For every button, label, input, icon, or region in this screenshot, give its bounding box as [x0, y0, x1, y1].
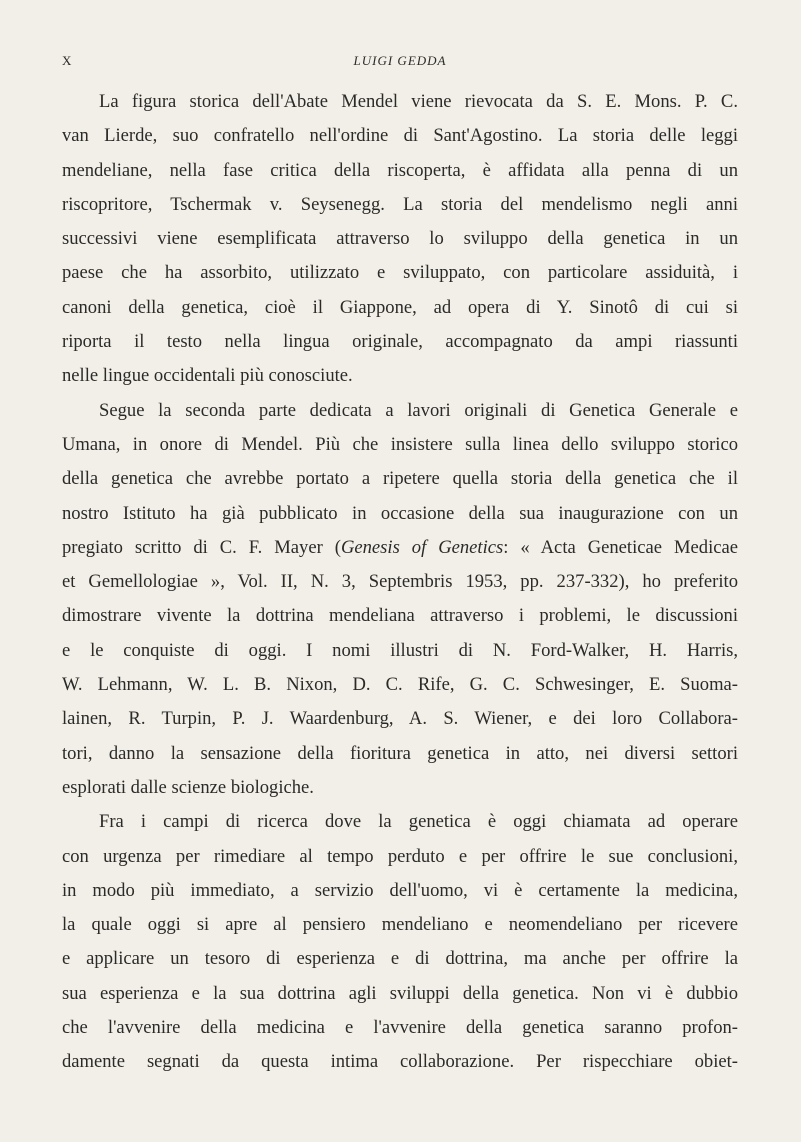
text-line: e applicare un tesoro di esperienza e di dottrina, ma anche per offrire la	[62, 948, 738, 970]
text-line: van Lierde, suo confratello nell'ordine di Sant'Agostino. La storia delle leggi	[62, 125, 738, 147]
text-line: dimostrare vivente la dottrina mendeliana attraverso i problemi, le discussioni	[62, 605, 738, 627]
text-line: con urgenza per rimediare al tempo perduto e per offrire le sue conclusioni,	[62, 845, 738, 867]
text-line: paese che ha assorbito, utilizzato e sviluppato, con particolare assiduità, i	[62, 262, 738, 284]
text-line: successivi viene esemplificata attraverso lo sviluppo della genetica in un	[62, 228, 738, 250]
text-line: esplorati dalle scienze biologiche.	[62, 776, 314, 798]
text-fragment: : « Acta Geneticae Medicae	[503, 536, 738, 558]
paragraph-1	[62, 85, 738, 394]
text-fragment: pregiato scritto di C. F. Mayer (	[62, 536, 341, 558]
text-line: nelle lingue occidentali più conosciute.	[62, 365, 353, 387]
text-line: nostro Istituto ha già pubblicato in occasione della sua inaugurazione con un	[62, 502, 738, 524]
running-head-author: LUIGI GEDDA	[353, 53, 447, 68]
text-line: che l'avvenire della medicina e l'avvenire della genetica saranno profon-	[62, 1017, 738, 1039]
text-line: della genetica che avrebbe portato a ripetere quella storia della genetica che il	[62, 468, 738, 490]
text-line: et Gemellologiae », Vol. II, N. 3, Septembris 1953, pp. 237-332), ho preferito	[62, 571, 738, 593]
text-line: e le conquiste di oggi. I nomi illustri di N. Ford-Walker, H. Harris,	[62, 639, 738, 661]
body-text	[62, 85, 738, 1080]
text-line: riscopritore, Tschermak v. Seysenegg. La storia del mendelismo negli anni	[62, 193, 738, 215]
text-line: Segue la seconda parte dedicata a lavori originali di Genetica Generale e	[99, 399, 738, 421]
text-line: canoni della genetica, cioè il Giappone, ad opera di Y. Sinotô di cui si	[62, 296, 738, 318]
text-line-with-citation	[62, 531, 738, 565]
text-line: riporta il testo nella lingua originale, accompagnato da ampi riassunti	[62, 331, 738, 353]
book-title-genesis-of-genetics: Genesis of Genetics	[340, 536, 504, 558]
paragraph-2	[62, 394, 738, 806]
text-line: sua esperienza e la sua dottrina agli sviluppi della genetica. Non vi è dubbio	[62, 982, 738, 1004]
text-line: La figura storica dell'Abate Mendel viene rievocata da S. E. Mons. P. C.	[99, 91, 738, 112]
running-head	[62, 53, 738, 73]
text-line: mendeliane, nella fase critica della riscoperta, è affidata alla penna di un	[62, 159, 738, 181]
text-line: in modo più immediato, a servizio dell'uomo, vi è certamente la medicina,	[62, 879, 738, 901]
text-line: tori, danno la sensazione della fioritura genetica in atto, nei diversi settori	[62, 742, 738, 764]
text-line: Umana, in onore di Mendel. Più che insistere sulla linea dello sviluppo storico	[62, 433, 738, 455]
page-number: X	[62, 53, 73, 68]
text-line: W. Lehmann, W. L. B. Nixon, D. C. Rife, G. C. Schwesinger, E. Suoma-	[62, 674, 738, 696]
text-line: lainen, R. Turpin, P. J. Waardenburg, A. S. Wiener, e dei loro Collabora-	[62, 708, 738, 730]
paragraph-3	[62, 805, 738, 1079]
text-line: la quale oggi si apre al pensiero mendeliano e neomendeliano per ricevere	[62, 914, 738, 936]
text-line: damente segnati da questa intima collaborazione. Per rispecchiare obiet-	[62, 1051, 738, 1073]
text-line: Fra i campi di ricerca dove la genetica è oggi chiamata ad operare	[99, 811, 738, 833]
